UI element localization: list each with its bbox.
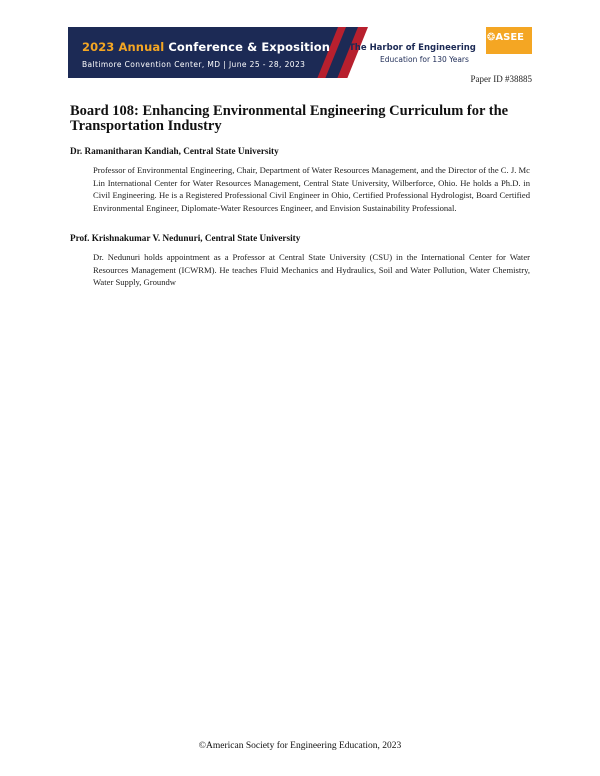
copyright-footer: ©American Society for Engineering Education, 2023 [198, 741, 402, 751]
conference-venue: Baltimore Convention Center, MD | June 25 - 28, 2023 [82, 60, 306, 69]
asee-logo-text: ASEE [495, 32, 524, 43]
paper-title: Board 108: Enhancing Environmental Engineering Curriculum for the Transportation Industry [70, 103, 509, 134]
conference-name: Conference & Exposition [168, 40, 331, 54]
paper-id: Paper ID #38885 [470, 74, 532, 84]
conference-title [82, 40, 330, 54]
author-bio: Dr. Nedunuri holds appointment as a Professor at Central State University (CSU) in the International Center for Water Resources Management (ICWRM). He teaches Fluid Mechanics and Hydraulics, Soil and Water Pollution, Water Chemistry, Water Supply, Groundw [93, 252, 530, 288]
author-name: Prof. Krishnakumar V. Nedunuri, Central State University [70, 233, 301, 243]
asee-logo [487, 32, 524, 43]
conference-year: 2023 Annual [82, 40, 165, 54]
banner-tagline-1: The Harbor of Engineering [349, 43, 476, 53]
banner-tagline-2: Education for 130 Years [380, 55, 469, 64]
asee-logo-mark-icon: ❂ [487, 32, 496, 43]
author-name: Dr. Ramanitharan Kandiah, Central State University [70, 146, 279, 156]
author-bio: Professor of Environmental Engineering, Chair, Department of Water Resources Management, and the Director of the C. J. Mc Lin International Center for Water Resources Management, Central State University, Wilberforce, Ohio. He holds a Ph.D. in Civil Engineering. He is a Registered Professional Civil Engineer in Ohio, Certified Professional Hydrologist, Board Certified Environmental Engineer, Diplomate-Water Resources Engineer, and Envision Sustainability Professional. [93, 165, 530, 214]
